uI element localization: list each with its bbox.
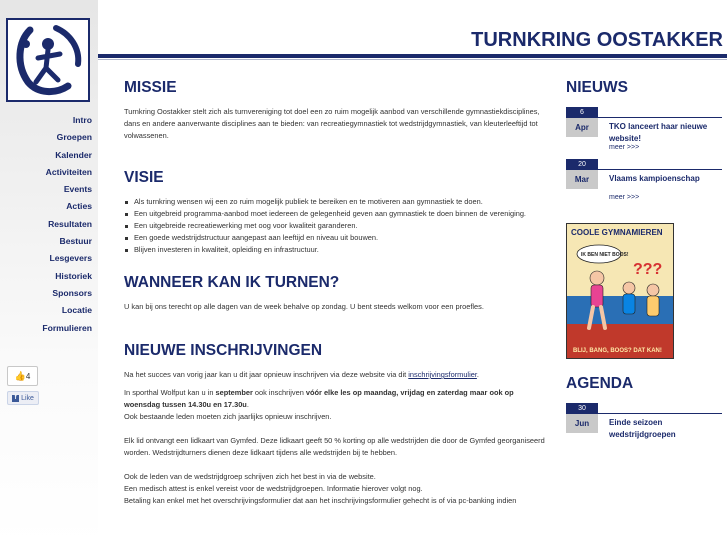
agenda-title: AGENDA (566, 375, 634, 392)
nav-item-resultaten[interactable]: Resultaten (48, 218, 92, 229)
right-column (566, 78, 724, 203)
agenda-divider (598, 413, 722, 414)
main-content (124, 78, 549, 507)
left-column (0, 0, 98, 545)
cartoon-illustration (567, 224, 673, 358)
inschrijvingen-title: NIEUWE INSCHRIJVINGEN (124, 342, 323, 359)
inschrijvingen-p1: Na het succes van vorig jaar kan u dit jaar opnieuw inschrijven via deze website via dit inschrijvingsformulier. (124, 370, 479, 379)
nav-item-locatie[interactable]: Locatie (61, 305, 92, 316)
social-widget (7, 366, 39, 405)
news-list (566, 107, 724, 203)
news-date-day: 20 (566, 159, 598, 170)
gymnast-logo-icon (8, 20, 88, 100)
nieuws-title: NIEUWS (566, 79, 628, 96)
news-date-month: Mar (566, 170, 598, 189)
nav-item-acties[interactable]: Acties (66, 201, 92, 212)
nav-item-intro[interactable]: Intro (72, 115, 92, 125)
news-more-link[interactable]: meer >>> (609, 144, 640, 151)
news-divider (598, 117, 722, 118)
nav-item-historiek[interactable]: Historiek (55, 270, 92, 281)
wanneer-title: WANNEER KAN IK TURNEN? (124, 274, 340, 291)
visie-list (124, 196, 549, 256)
list-item: Als turnkring wensen wij een zo ruim mogelijk publiek te bereiken en te motiveren aan gymnastiek te doen. (124, 196, 549, 208)
inschrijvingen-p3: Elk lid ontvangt een lidkaart van Gymfed. Deze lidkaart geeft 50 % korting op alle wedstrijden die door de Gymfed georganiseerd worden. Wedstrijdturners dienen deze lidkaart tijdens alle wedstrijden bij te hebben. (124, 436, 545, 457)
list-item: Een uitgebreide recreatiewerking met oog voor kwaliteit garanderen. (124, 220, 549, 232)
agenda-date-day: 30 (566, 403, 598, 414)
facebook-like-button[interactable] (7, 391, 39, 405)
news-date-month: Apr (566, 118, 598, 137)
nav-item-kalender[interactable]: Kalender (55, 149, 92, 160)
nav-item-sponsors[interactable]: Sponsors (52, 287, 92, 298)
club-logo[interactable] (6, 18, 90, 102)
list-item: Blijven investeren in kwaliteit, opleiding en infrastructuur. (124, 244, 549, 256)
missie-title: MISSIE (124, 79, 177, 96)
like-label: Like (21, 394, 34, 402)
cartoon-title: COOLE GYMNAMIEREN (571, 228, 663, 237)
agenda-date-month: Jun (566, 414, 598, 433)
nav-item-activiteiten[interactable]: Activiteiten (45, 166, 92, 177)
like-count: 4 (25, 371, 31, 381)
thumbs-up-icon: 👍 (14, 370, 26, 381)
nav-item-lesgevers[interactable]: Lesgevers (49, 253, 92, 264)
main-navigation (0, 112, 98, 337)
missie-text: Turnkring Oostakker stelt zich als turnvereniging tot doel een zo ruim mogelijk aanbod van verschillende gymnastiekdisciplines, dans en andere aanverwante disciplines aan te bieden: van recreatiegymnastiek tot wedstrijdgymnastiek, van kleuterleeftijd tot volwassenen. (124, 107, 540, 140)
nav-item-bestuur[interactable]: Bestuur (59, 236, 92, 247)
cartoon-banner[interactable] (566, 223, 674, 359)
site-title: TURNKRING OOSTAKKER (471, 29, 723, 51)
nav-item-events[interactable]: Events (63, 184, 92, 195)
agenda-section (566, 374, 724, 445)
visie-title: VISIE (124, 169, 164, 186)
like-count-box[interactable] (7, 366, 38, 386)
cartoon-bubble-2: ??? (633, 261, 663, 278)
news-headline[interactable]: Vlaams kampioenschap (609, 174, 700, 183)
inschrijvingsformulier-link[interactable]: inschrijvingsformulier (408, 370, 477, 379)
news-divider (598, 169, 722, 170)
agenda-item[interactable] (566, 403, 724, 445)
nav-item-groepen[interactable]: Groepen (56, 132, 92, 143)
news-more-link[interactable]: meer >>> (609, 194, 640, 201)
facebook-icon: f (12, 395, 19, 402)
list-item: Een uitgebreid programma-aanbod moet iedereen de gelegenheid geven aan gymnastiek te doen binnen de vereniging. (124, 208, 549, 220)
agenda-event-title[interactable]: Einde seizoen wedstrijdgroepen (609, 418, 676, 439)
cartoon-caption: BLIJ, BANG, BOOS? DAT KAN! (573, 348, 662, 354)
news-item[interactable] (566, 107, 724, 141)
inschrijvingen-p2: In sporthal Wolfput kan u in september ook inschrijven vóór elke les op maandag, vrijdag en zaterdag maar ook op woensdag tussen 14.30u en 17.30u. Ook bestaande leden moeten zich jaarlijks opnieuw inschrijven. (124, 388, 514, 421)
inschrijvingen-p4: Ook de leden van de wedstrijdgroep schrijven zich het best in via de website. Een medisch attest is enkel vereist voor de wedstrijdgroepen. Informatie hierover volgt nog. Betaling kan enkel met het overschrijvingsformulier dat aan het inschrijvingsformulier gehecht is of via pc-banking indien (124, 472, 517, 505)
news-item[interactable] (566, 159, 724, 193)
cartoon-bubble-1: IK BEN NIET BOOS! (581, 252, 629, 258)
header-divider-thin (98, 59, 727, 60)
news-headline[interactable]: TKO lanceert haar nieuwe website! (609, 122, 708, 143)
wanneer-text: U kan bij ons terecht op alle dagen van de week behalve op zondag. U bent steeds welkom voor een proefles. (124, 302, 484, 311)
nav-item-formulieren[interactable]: Formulieren (42, 322, 92, 333)
header-divider (98, 54, 727, 58)
list-item: Een goede wedstrijdstructuur aangepast aan leeftijd en niveau uit bouwen. (124, 232, 549, 244)
news-date-day: 6 (566, 107, 598, 118)
